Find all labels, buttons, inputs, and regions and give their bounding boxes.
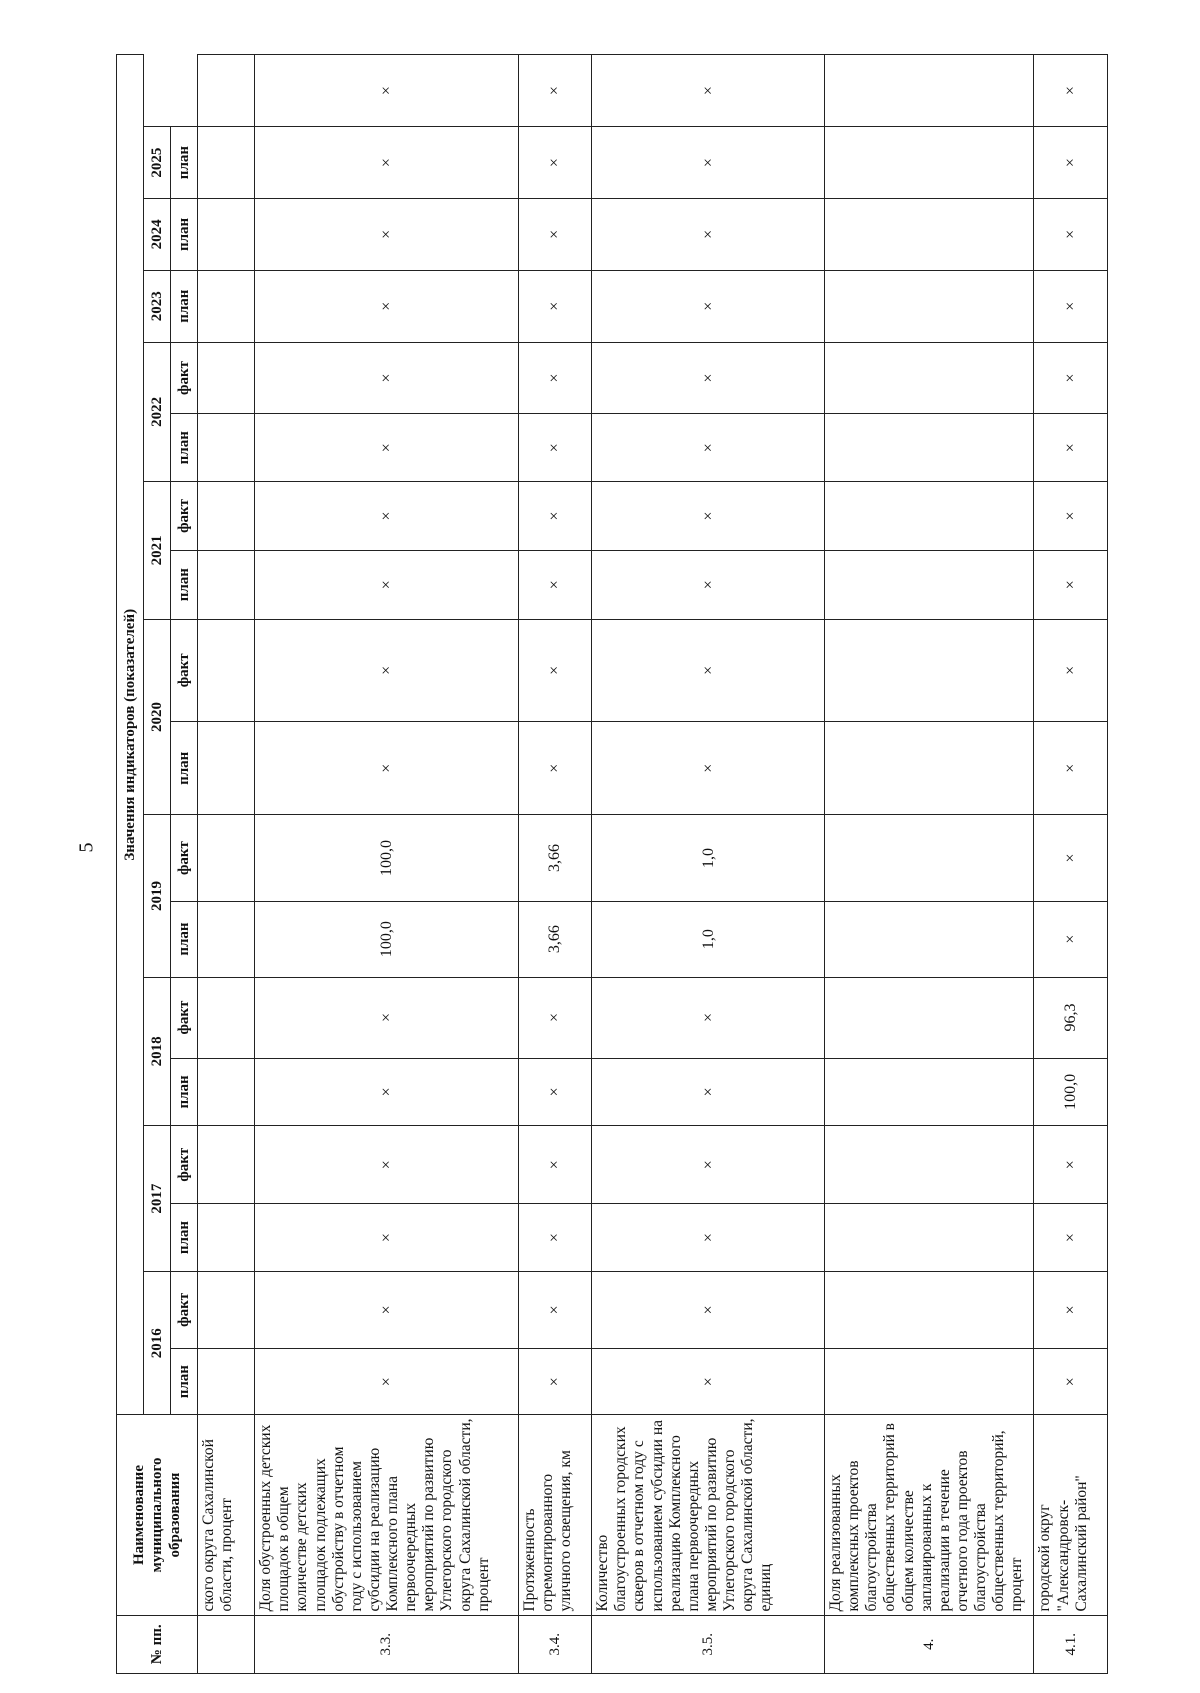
year-header: 2021 — [144, 482, 171, 619]
value-cell: 3,66 — [518, 901, 592, 977]
value-cell — [825, 414, 1034, 482]
value-cell — [825, 619, 1034, 722]
value-cell: × — [518, 1126, 592, 1204]
fact-header: факт — [171, 1126, 198, 1204]
value-cell: × — [1034, 901, 1108, 977]
plan-header: план — [171, 270, 198, 342]
value-cell: × — [518, 342, 592, 414]
plan-header: план — [171, 414, 198, 482]
value-cell: × — [592, 1126, 825, 1204]
value-cell: × — [1034, 619, 1108, 722]
value-cell — [198, 977, 255, 1058]
value-cell — [198, 342, 255, 414]
fact-header: факт — [171, 815, 198, 901]
value-cell: × — [1034, 1348, 1108, 1415]
value-cell: × — [592, 1271, 825, 1348]
indicator-name: ского округа Сахалинской области, процент — [198, 1415, 255, 1615]
value-cell — [198, 722, 255, 815]
value-cell: × — [592, 722, 825, 815]
plan-header: план — [171, 722, 198, 815]
value-cell: × — [518, 1271, 592, 1348]
value-cell — [825, 1271, 1034, 1348]
value-cell: × — [518, 199, 592, 271]
value-cell: × — [592, 127, 825, 199]
value-cell: 96,3 — [1034, 977, 1108, 1058]
table-row — [825, 55, 1034, 1674]
value-cell — [825, 342, 1034, 414]
value-cell: × — [592, 1204, 825, 1272]
year-header: 2017 — [144, 1126, 171, 1272]
name-header: Наименование муниципального образования — [117, 1415, 198, 1615]
value-cell: × — [255, 1271, 519, 1348]
value-cell — [825, 722, 1034, 815]
value-cell — [198, 1058, 255, 1126]
value-cell: × — [1034, 1126, 1108, 1204]
table-row — [1034, 55, 1108, 1674]
value-cell: × — [255, 414, 519, 482]
value-cell — [198, 619, 255, 722]
value-cell — [198, 901, 255, 977]
value-cell: × — [592, 550, 825, 619]
value-cell: × — [592, 1348, 825, 1415]
num-header: № пп. — [117, 1615, 198, 1673]
value-cell — [825, 901, 1034, 977]
value-cell: × — [518, 482, 592, 551]
value-cell — [198, 1126, 255, 1204]
value-cell: × — [518, 1204, 592, 1272]
value-cell — [825, 1204, 1034, 1272]
value-cell: × — [255, 482, 519, 551]
year-header: 2016 — [144, 1271, 171, 1415]
value-cell: × — [518, 722, 592, 815]
value-cell: × — [1034, 127, 1108, 199]
value-cell — [825, 55, 1034, 127]
value-cell: × — [255, 1126, 519, 1204]
value-cell: × — [518, 619, 592, 722]
value-cell — [198, 550, 255, 619]
value-cell — [825, 815, 1034, 901]
row-number: 3.4. — [518, 1615, 592, 1673]
row-number: 3.5. — [592, 1615, 825, 1673]
value-cell — [198, 1348, 255, 1415]
value-cell — [825, 1058, 1034, 1126]
value-cell: × — [518, 127, 592, 199]
value-cell: × — [592, 1058, 825, 1126]
value-cell: × — [518, 270, 592, 342]
plan-header: план — [171, 199, 198, 271]
indicator-name: городской округ "Александровск-Сахалинский район" — [1034, 1415, 1108, 1615]
year-header: 2024 — [144, 199, 171, 271]
value-cell: × — [592, 414, 825, 482]
year-header: 2025 — [144, 127, 171, 199]
value-cell: 1,0 — [592, 901, 825, 977]
value-cell — [825, 977, 1034, 1058]
value-cell: × — [1034, 55, 1108, 127]
value-cell: × — [1034, 815, 1108, 901]
value-cell: × — [1034, 722, 1108, 815]
value-cell — [198, 55, 255, 127]
value-cell: × — [255, 199, 519, 271]
value-cell: × — [518, 550, 592, 619]
value-cell — [198, 1271, 255, 1348]
value-cell: × — [255, 1058, 519, 1126]
table-row — [592, 55, 825, 1674]
value-cell: × — [255, 550, 519, 619]
value-cell — [825, 1348, 1034, 1415]
value-cell: × — [592, 977, 825, 1058]
row-number: 3.3. — [255, 1615, 519, 1673]
value-cell: × — [255, 619, 519, 722]
value-cell: × — [592, 482, 825, 551]
value-cell: × — [592, 270, 825, 342]
value-cell: × — [1034, 270, 1108, 342]
fact-header: факт — [171, 1271, 198, 1348]
value-cell: 100,0 — [255, 815, 519, 901]
value-cell: × — [1034, 1271, 1108, 1348]
group-header: Значения индикаторов (показателей) — [117, 55, 144, 1416]
plan-header: план — [171, 1058, 198, 1126]
value-cell: × — [255, 722, 519, 815]
value-cell: 3,66 — [518, 815, 592, 901]
indicator-name: Количество благоустроенных городских скверов в отчетном году с использованием субсидии на реализацию Комплексного плана первоочередных мероприятий по развитию Углегорского городского округа Сахалинской области, единиц — [592, 1415, 825, 1615]
table-row — [255, 55, 519, 1674]
plan-header: план — [171, 550, 198, 619]
value-cell: × — [518, 55, 592, 127]
table-row — [198, 55, 255, 1674]
value-cell — [198, 1204, 255, 1272]
value-cell: × — [1034, 482, 1108, 551]
row-number — [198, 1615, 255, 1673]
indicator-name: Протяженность отремонтированного уличного освещения, км — [518, 1415, 592, 1615]
value-cell — [825, 482, 1034, 551]
value-cell: × — [592, 199, 825, 271]
fact-header: факт — [171, 977, 198, 1058]
value-cell: × — [255, 1204, 519, 1272]
value-cell: × — [255, 1348, 519, 1415]
value-cell: × — [255, 342, 519, 414]
value-cell: × — [518, 414, 592, 482]
value-cell: × — [1034, 1204, 1108, 1272]
year-header: 2019 — [144, 815, 171, 977]
value-cell: × — [592, 342, 825, 414]
rotated-page — [116, 54, 1108, 1674]
plan-header: план — [171, 901, 198, 977]
value-cell — [198, 199, 255, 271]
value-cell — [825, 1126, 1034, 1204]
value-cell: × — [255, 127, 519, 199]
value-cell — [198, 482, 255, 551]
table-row — [518, 55, 592, 1674]
value-cell: × — [255, 55, 519, 127]
value-cell: × — [518, 1058, 592, 1126]
value-cell: × — [1034, 199, 1108, 271]
indicator-name: Доля реализованных комплексных проектов благоустройства общественных территорий в общем количестве запланированных к реализации в течение отчетного года проектов благоустройства общественных территорий, процент — [825, 1415, 1034, 1615]
fact-header: факт — [171, 619, 198, 722]
value-cell: 100,0 — [1034, 1058, 1108, 1126]
plan-header: план — [171, 1204, 198, 1272]
value-cell — [825, 270, 1034, 342]
value-cell — [825, 550, 1034, 619]
value-cell: × — [518, 977, 592, 1058]
plan-header: план — [171, 127, 198, 199]
year-header: 2018 — [144, 977, 171, 1126]
value-cell: × — [255, 270, 519, 342]
value-cell — [825, 127, 1034, 199]
indicator-name: Доля обустроенных детских площадок в общем количестве детских площадок подлежащих обустройству в отчетном году с использованием субсидии на реализацию Комплексного плана первоочередных мероприятий по развитию Углегорского городского округа Сахалинской области, процент — [255, 1415, 519, 1615]
value-cell: 100,0 — [255, 901, 519, 977]
value-cell: 1,0 — [592, 815, 825, 901]
value-cell: × — [1034, 342, 1108, 414]
fact-header: факт — [171, 482, 198, 551]
value-cell — [198, 815, 255, 901]
row-number: 4.1. — [1034, 1615, 1108, 1673]
year-header: 2020 — [144, 619, 171, 815]
value-cell: × — [592, 55, 825, 127]
value-cell: × — [518, 1348, 592, 1415]
plan-header: план — [171, 1348, 198, 1415]
value-cell — [198, 127, 255, 199]
value-cell: × — [1034, 414, 1108, 482]
value-cell — [198, 270, 255, 342]
year-header: 2023 — [144, 270, 171, 342]
year-header: 2022 — [144, 342, 171, 482]
value-cell — [198, 414, 255, 482]
page-number: 5 — [75, 842, 98, 853]
indicators-table — [116, 54, 1108, 1674]
fact-header: факт — [171, 342, 198, 414]
value-cell: × — [1034, 550, 1108, 619]
value-cell: × — [592, 619, 825, 722]
value-cell: × — [255, 977, 519, 1058]
row-number: 4. — [825, 1615, 1034, 1673]
value-cell — [825, 199, 1034, 271]
